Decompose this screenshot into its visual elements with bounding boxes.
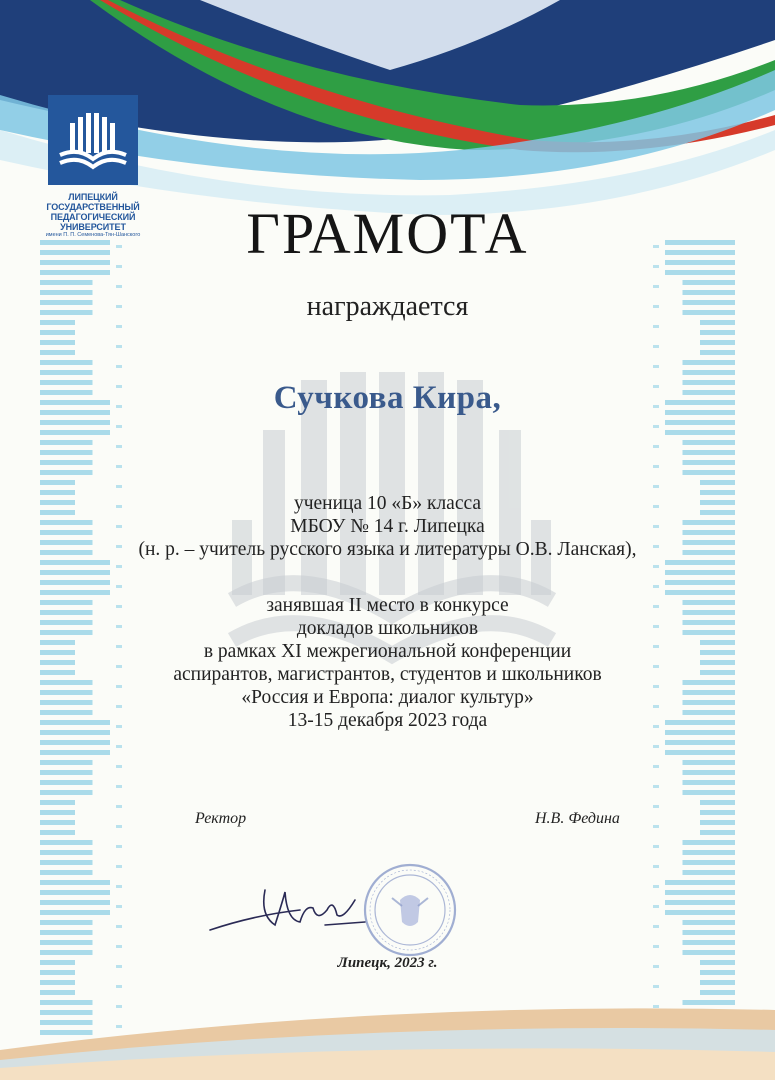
- logo-line: УНИВЕРСИТЕТ: [60, 222, 126, 232]
- achievement-line: 13-15 декабря 2023 года: [287, 710, 488, 731]
- place-date: Липецк, 2023 г.: [337, 955, 438, 971]
- recipient-name: Сучкова Кира,: [273, 380, 502, 416]
- logo-line: ПЕДАГОГИЧЕСКИЙ: [50, 212, 136, 222]
- achievement-line: в рамках XI межрегиональной конференции: [203, 641, 572, 662]
- signatory-position: Ректор: [195, 810, 247, 827]
- official-stamp: [360, 860, 460, 960]
- info-line: ученица 10 «Б» класса: [293, 493, 482, 514]
- student-info: [0, 492, 775, 561]
- signature: [205, 870, 375, 945]
- logo-line: ГОСУДАРСТВЕННЫЙ: [46, 202, 140, 212]
- awarded-text: награждается: [306, 291, 469, 322]
- signatory-name: Н.В. Федина: [535, 810, 620, 827]
- achievement-line: занявшая II место в конкурсе: [266, 595, 509, 616]
- university-logo: [48, 95, 138, 185]
- achievement-text: [0, 594, 775, 732]
- achievement-line: докладов школьников: [296, 618, 479, 639]
- logo-line: ЛИПЕЦКИЙ: [68, 192, 118, 202]
- info-line: МБОУ № 14 г. Липецка: [290, 516, 485, 537]
- achievement-line: «Россия и Европа: диалог культур»: [241, 687, 534, 708]
- logo-subline: имени П. П. Семенова-Тян-Шанского: [45, 232, 141, 238]
- logo-emblem-icon: [48, 95, 138, 185]
- certificate-title: ГРАМОТА: [246, 201, 529, 266]
- info-line: (н. р. – учитель русского языка и литературы О.В. Ланская),: [138, 539, 637, 560]
- achievement-line: аспирантов, магистрантов, студентов и школьников: [173, 664, 602, 685]
